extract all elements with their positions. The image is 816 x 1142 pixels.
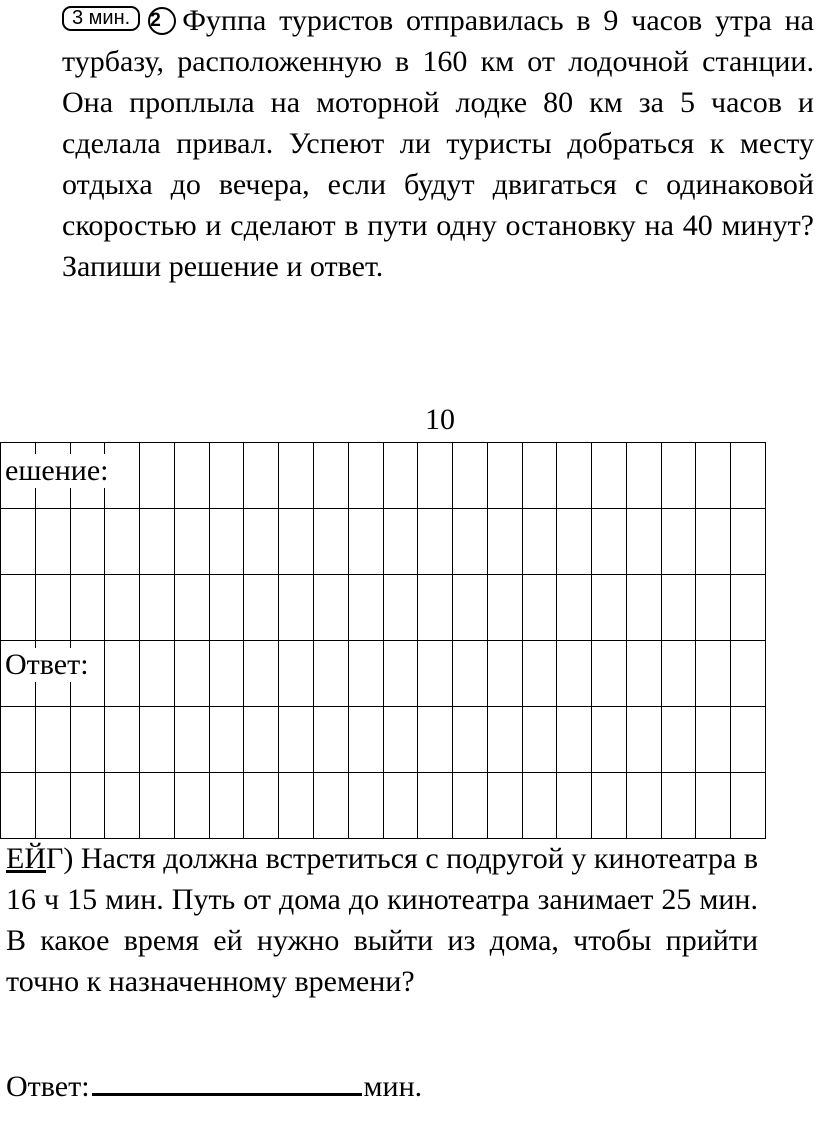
problem-1-text: Фуппа туристов отправилась в 9 часов утра на турбазу, расположенную в 160 км от лодочной станции. Она проплыла на моторной лодке 80 км за 5 часов и сделала привал. Успеют ли туристы добраться к месту отдыха до вечера, если будут двигаться с одинаковой скоростью и сделают в пути одну остановку на 40 минут? Запиши решение и ответ.: [62, 4, 814, 283]
page-number: 10: [425, 403, 455, 436]
problem-number-badge: 2: [148, 7, 176, 35]
grid-lines: [0, 442, 766, 839]
answer-blank[interactable]: [92, 1067, 362, 1096]
answer-unit: мин.: [363, 1070, 423, 1103]
answer-line: [6, 1067, 422, 1105]
problem-2-prefix: ЕЙ: [6, 842, 46, 875]
answer-grid[interactable]: [0, 442, 766, 839]
problem-2-text: Г) Настя должна встретиться с подругой у кинотеатра в 16 ч 15 мин. Путь от дома до кинотеатра занимает 25 мин. В какое время ей нужно выйти из дома, чтобы прийти точно к назначенному времени?: [6, 842, 758, 998]
problem-2: [6, 838, 758, 1002]
solution-label: ешение:: [5, 454, 113, 488]
time-badge: 3 мин.: [62, 6, 140, 31]
answer-line-label: Ответ:: [6, 1070, 90, 1103]
answer-label: Ответ:: [5, 648, 93, 682]
problem-1: [62, 0, 814, 287]
